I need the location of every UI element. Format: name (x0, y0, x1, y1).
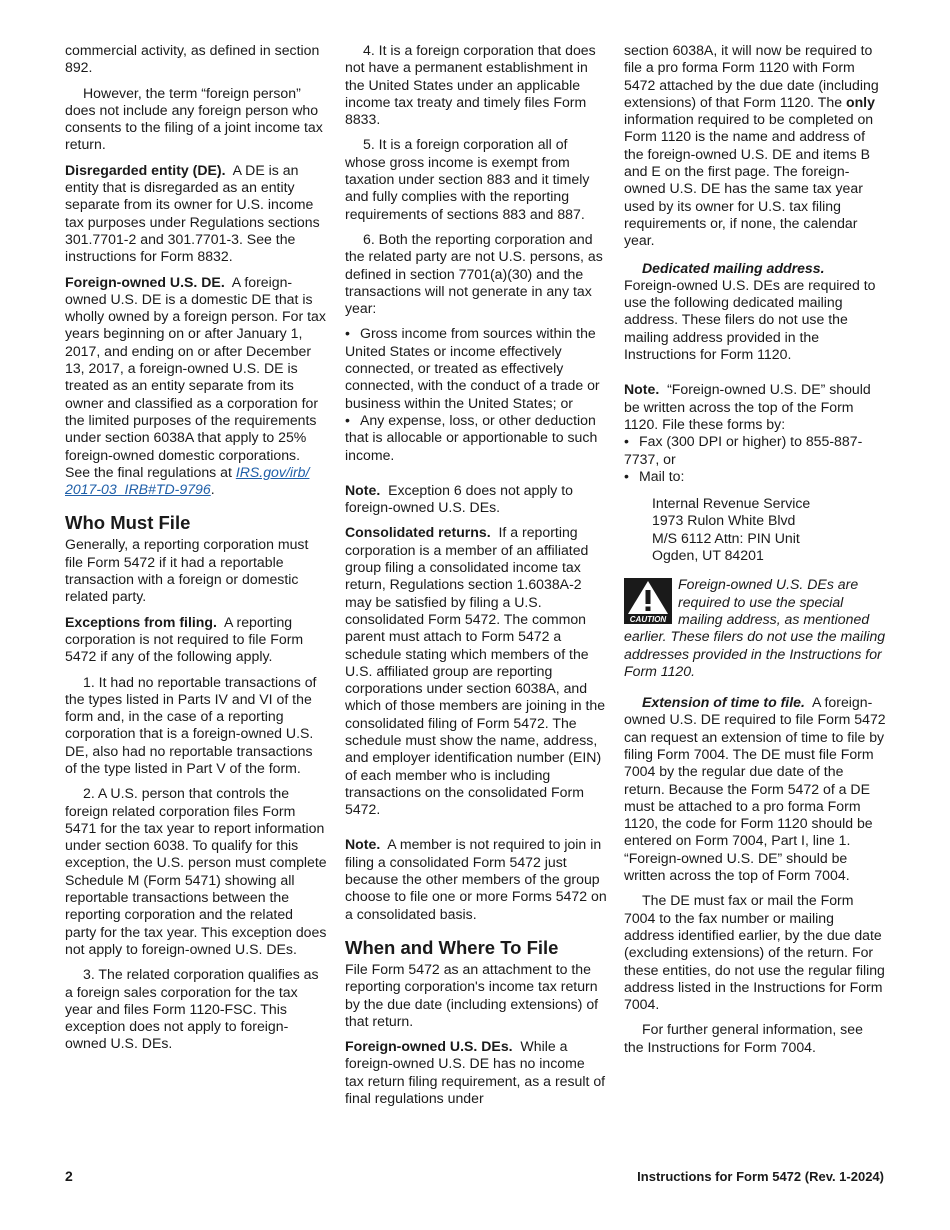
exception-3: 3. The related corporation qualifies as a foreign sales corporation for the tax year and files Form 1120-FSC. This exception does not apply to foreign-owned U.S. DEs. (65, 966, 319, 1052)
disregarded-entity-heading: Disregarded entity (DE). (65, 161, 226, 178)
continued-text-a: section 6038A, it will now be required to file a pro forma Form 1120 with Form 5472 attached by the due date (including extensions) of that Form 1120. The (624, 42, 879, 110)
paragraph-commercial: commercial activity, as defined in section 892. (65, 42, 320, 76)
paragraph-foreign-owned-des (345, 1038, 607, 1107)
note-label: Note. (624, 381, 660, 398)
who-must-file-heading: Who Must File (65, 512, 191, 534)
column-3 (624, 42, 886, 1064)
paragraph-disregarded-entity (65, 162, 327, 266)
bullet-icon: • (624, 467, 629, 484)
note-text: Exception 6 does not apply to foreign-owned U.S. DEs. (345, 481, 573, 516)
when-where-heading: When and Where To File (345, 936, 559, 958)
bullet-mail (624, 468, 886, 485)
paragraph-consolidated (345, 524, 607, 818)
exception-4: 4. It is a foreign corporation that does not have a permanent establishment in the United States under an applicable income tax treaty and timely files Form 8833. (345, 42, 596, 128)
exception-6: 6. Both the reporting corporation and the related party are not U.S. persons, as defined in section 7701(a)(30) and the transactions will not generate in any tax year: (345, 230, 603, 317)
exceptions-text: A reporting corporation is not required to file Form 5472 if any of the following apply. (65, 613, 304, 665)
note-text: A member is not required to join in filing a consolidated Form 5472 just because the other members of the group choose to file one or more Forms 5472 on a consolidated basis. (345, 836, 607, 922)
foreign-owned-des-heading: Foreign-owned U.S. DEs. (345, 1038, 513, 1055)
address-line-1: Internal Revenue Service (652, 495, 811, 512)
foreign-owned-des-text: While a foreign-owned U.S. DE has no income tax return filing requirement, as a result of final regulations under (345, 1038, 606, 1107)
paragraph-de-fax: The DE must fax or mail the Form 7004 to the fax number or mailing address identified earlier, by the due date (excluding extensions) of the return. For these entities, do not use the regular filing address listed in the Instructions for Form 7004. (624, 892, 885, 1013)
note-label: Note. (345, 836, 381, 853)
footer-form-title: Instructions for Form 5472 (Rev. 1-2024) (637, 1169, 884, 1184)
irb-link[interactable]: IRS.gov/irb/ 2017-03_IRB#TD-9796 (65, 463, 310, 498)
foreign-owned-de-heading: Foreign-owned U.S. DE. (65, 273, 225, 290)
note-text: “Foreign-owned U.S. DE” should be written across the top of the Form 1120. File these forms by: (624, 381, 871, 432)
foreign-owned-de-text: A foreign-owned U.S. DE is a domestic DE that is wholly owned by a foreign person. For tax years beginning on or after January 1, 2017, and ending on or after December 13, 2017, a foreign-owned U.S. DE is treated as an entity separate from its owner and classified as a corporation for the limited purposes of the requirements under section 6038A that apply to 25% foreign-owned domestic corporations. See the final regulations at (65, 273, 326, 480)
column-2 (345, 42, 607, 1115)
paragraph-however: However, the term “foreign person” does not include any foreign person who consents to the filing of a joint income tax return. (65, 84, 323, 153)
bullet-fax (624, 433, 886, 468)
bullet-icon: • (345, 411, 350, 428)
exception-5: 5. It is a foreign corporation all of whose gross income is exempt from taxation under section 883 and it timely and fully complies with the reporting requirements of sections 883 and 887. (345, 136, 590, 222)
paragraph-foreign-owned-de (65, 274, 327, 499)
address-line-3: M/S 6112 Attn: PIN Unit (652, 529, 800, 546)
caution-text: Foreign-owned U.S. DEs are required to use the special mailing address, as mentioned earlier. These filers do not use the mailing addresses provided in the Instructions for Form 1120. (624, 576, 886, 679)
fax-text: Fax (300 DPI or higher) to 855-887-7737, or (624, 433, 863, 467)
paragraph-extension (624, 694, 886, 884)
caution-box (624, 576, 886, 680)
note-write-across (624, 381, 886, 433)
exception-2: 2. A U.S. person that controls the foreign related corporation files Form 5471 for the tax year to report information under section 6038. To qualify for this exception, the U.S. person must complete Schedule M (Form 5471) showing all reportable transactions between the reporting corporation and the related party for the tax year. This exception does not apply to foreign-owned U.S. DEs. (65, 785, 327, 957)
exception-1: 1. It had no reportable transactions of the types listed in Parts IV and VI of the form and, in the case of a reporting corporation that is a foreign-owned U.S. DE, also had no reportable transactions of the type listed in Part V of the form. (65, 673, 317, 776)
emphasis-only: only (845, 93, 875, 110)
bullet-icon: • (624, 433, 629, 450)
note-label: Note. (345, 481, 381, 498)
bullet-text: Gross income from sources within the United States or income effectively connected, or treated as effectively connected, with the conduct of a trade or business within the United States; or (345, 325, 600, 411)
caution-icon (624, 578, 672, 624)
mail-text: Mail to: (639, 467, 685, 484)
caution-label: CAUTION (629, 615, 667, 625)
exceptions-heading: Exceptions from filing. (65, 613, 217, 630)
continued-text-b: information required to be completed on Form 1120 is the name and address of the foreign-owned U.S. DE and items B and E on the first page. The foreign-owned U.S. DE has the same tax year used by its owner for U.S. tax filing requirements or, if none, the calendar year. (624, 111, 874, 249)
paragraph-when-where: File Form 5472 as an attachment to the reporting corporation's income tax return by the due date (including extensions) of that return. (345, 960, 599, 1029)
disregarded-entity-text: A DE is an entity that is disregarded as an entity separate from its owner for U.S. income tax purposes under Regulations sections 301.7701-2 and 301.7701-3. See the instructions for Form 8832. (65, 161, 320, 265)
column-1 (65, 42, 327, 1061)
dedicated-address-text: Foreign-owned U.S. DEs are required to use the following dedicated mailing address. These filers do not use the mailing address provided in the Instructions for Form 1120. (624, 276, 876, 363)
page-number: 2 (65, 1168, 73, 1184)
paragraph-further: For further general information, see the Instructions for Form 7004. (624, 1021, 863, 1055)
paragraph-continued (624, 42, 886, 250)
paragraph-who-must-file: Generally, a reporting corporation must file Form 5472 if it had a reportable transaction with a foreign or domestic related party. (65, 536, 309, 605)
mailing-address (652, 495, 886, 564)
consolidated-text: If a reporting corporation is a member of an affiliated group filing a consolidated income tax return, Regulations section 1.6038A-2 may be satisfied by filing a U.S. consolidated Form 5472. The common parent must attach to Form 5472 a schedule stating which members of the U.S. affiliated group are reporting corporations under section 6038A, and which of those members are joining in the consolidated filing of Form 5472. The schedule must show the name, address, and employer identification number (EIN) of each member who is including transactions on the consolidated Form 5472. (345, 524, 606, 818)
extension-heading: Extension of time to file. (642, 694, 805, 711)
paragraph-dedicated-address (624, 260, 886, 364)
bullet-expense (345, 412, 607, 464)
address-line-2: 1973 Rulon White Blvd (652, 512, 796, 529)
address-line-4: Ogden, UT 84201 (652, 547, 764, 564)
bullet-text: Any expense, loss, or other deduction that is allocable or apportionable to such income. (345, 411, 598, 463)
dedicated-address-heading: Dedicated mailing address. (642, 259, 825, 276)
consolidated-heading: Consolidated returns. (345, 524, 491, 541)
paragraph-exceptions (65, 614, 327, 666)
bullet-icon: • (345, 325, 350, 342)
bullet-gross-income (345, 325, 607, 411)
note-member (345, 836, 607, 922)
note-exception-6 (345, 482, 607, 517)
period: . (210, 481, 215, 498)
extension-text: A foreign-owned U.S. DE required to file Form 5472 can request an extension of time to file by filing Form 7004. The DE must file Form 7004 by the regular due date of the return. Because the Form 5472 of a DE must be attached to a pro forma Form 1120, the code for Form 1120 should be entered on Form 7004, Part I, line 1. “Foreign-owned U.S. DE” should be written across the top of Form 7004. (624, 694, 886, 884)
